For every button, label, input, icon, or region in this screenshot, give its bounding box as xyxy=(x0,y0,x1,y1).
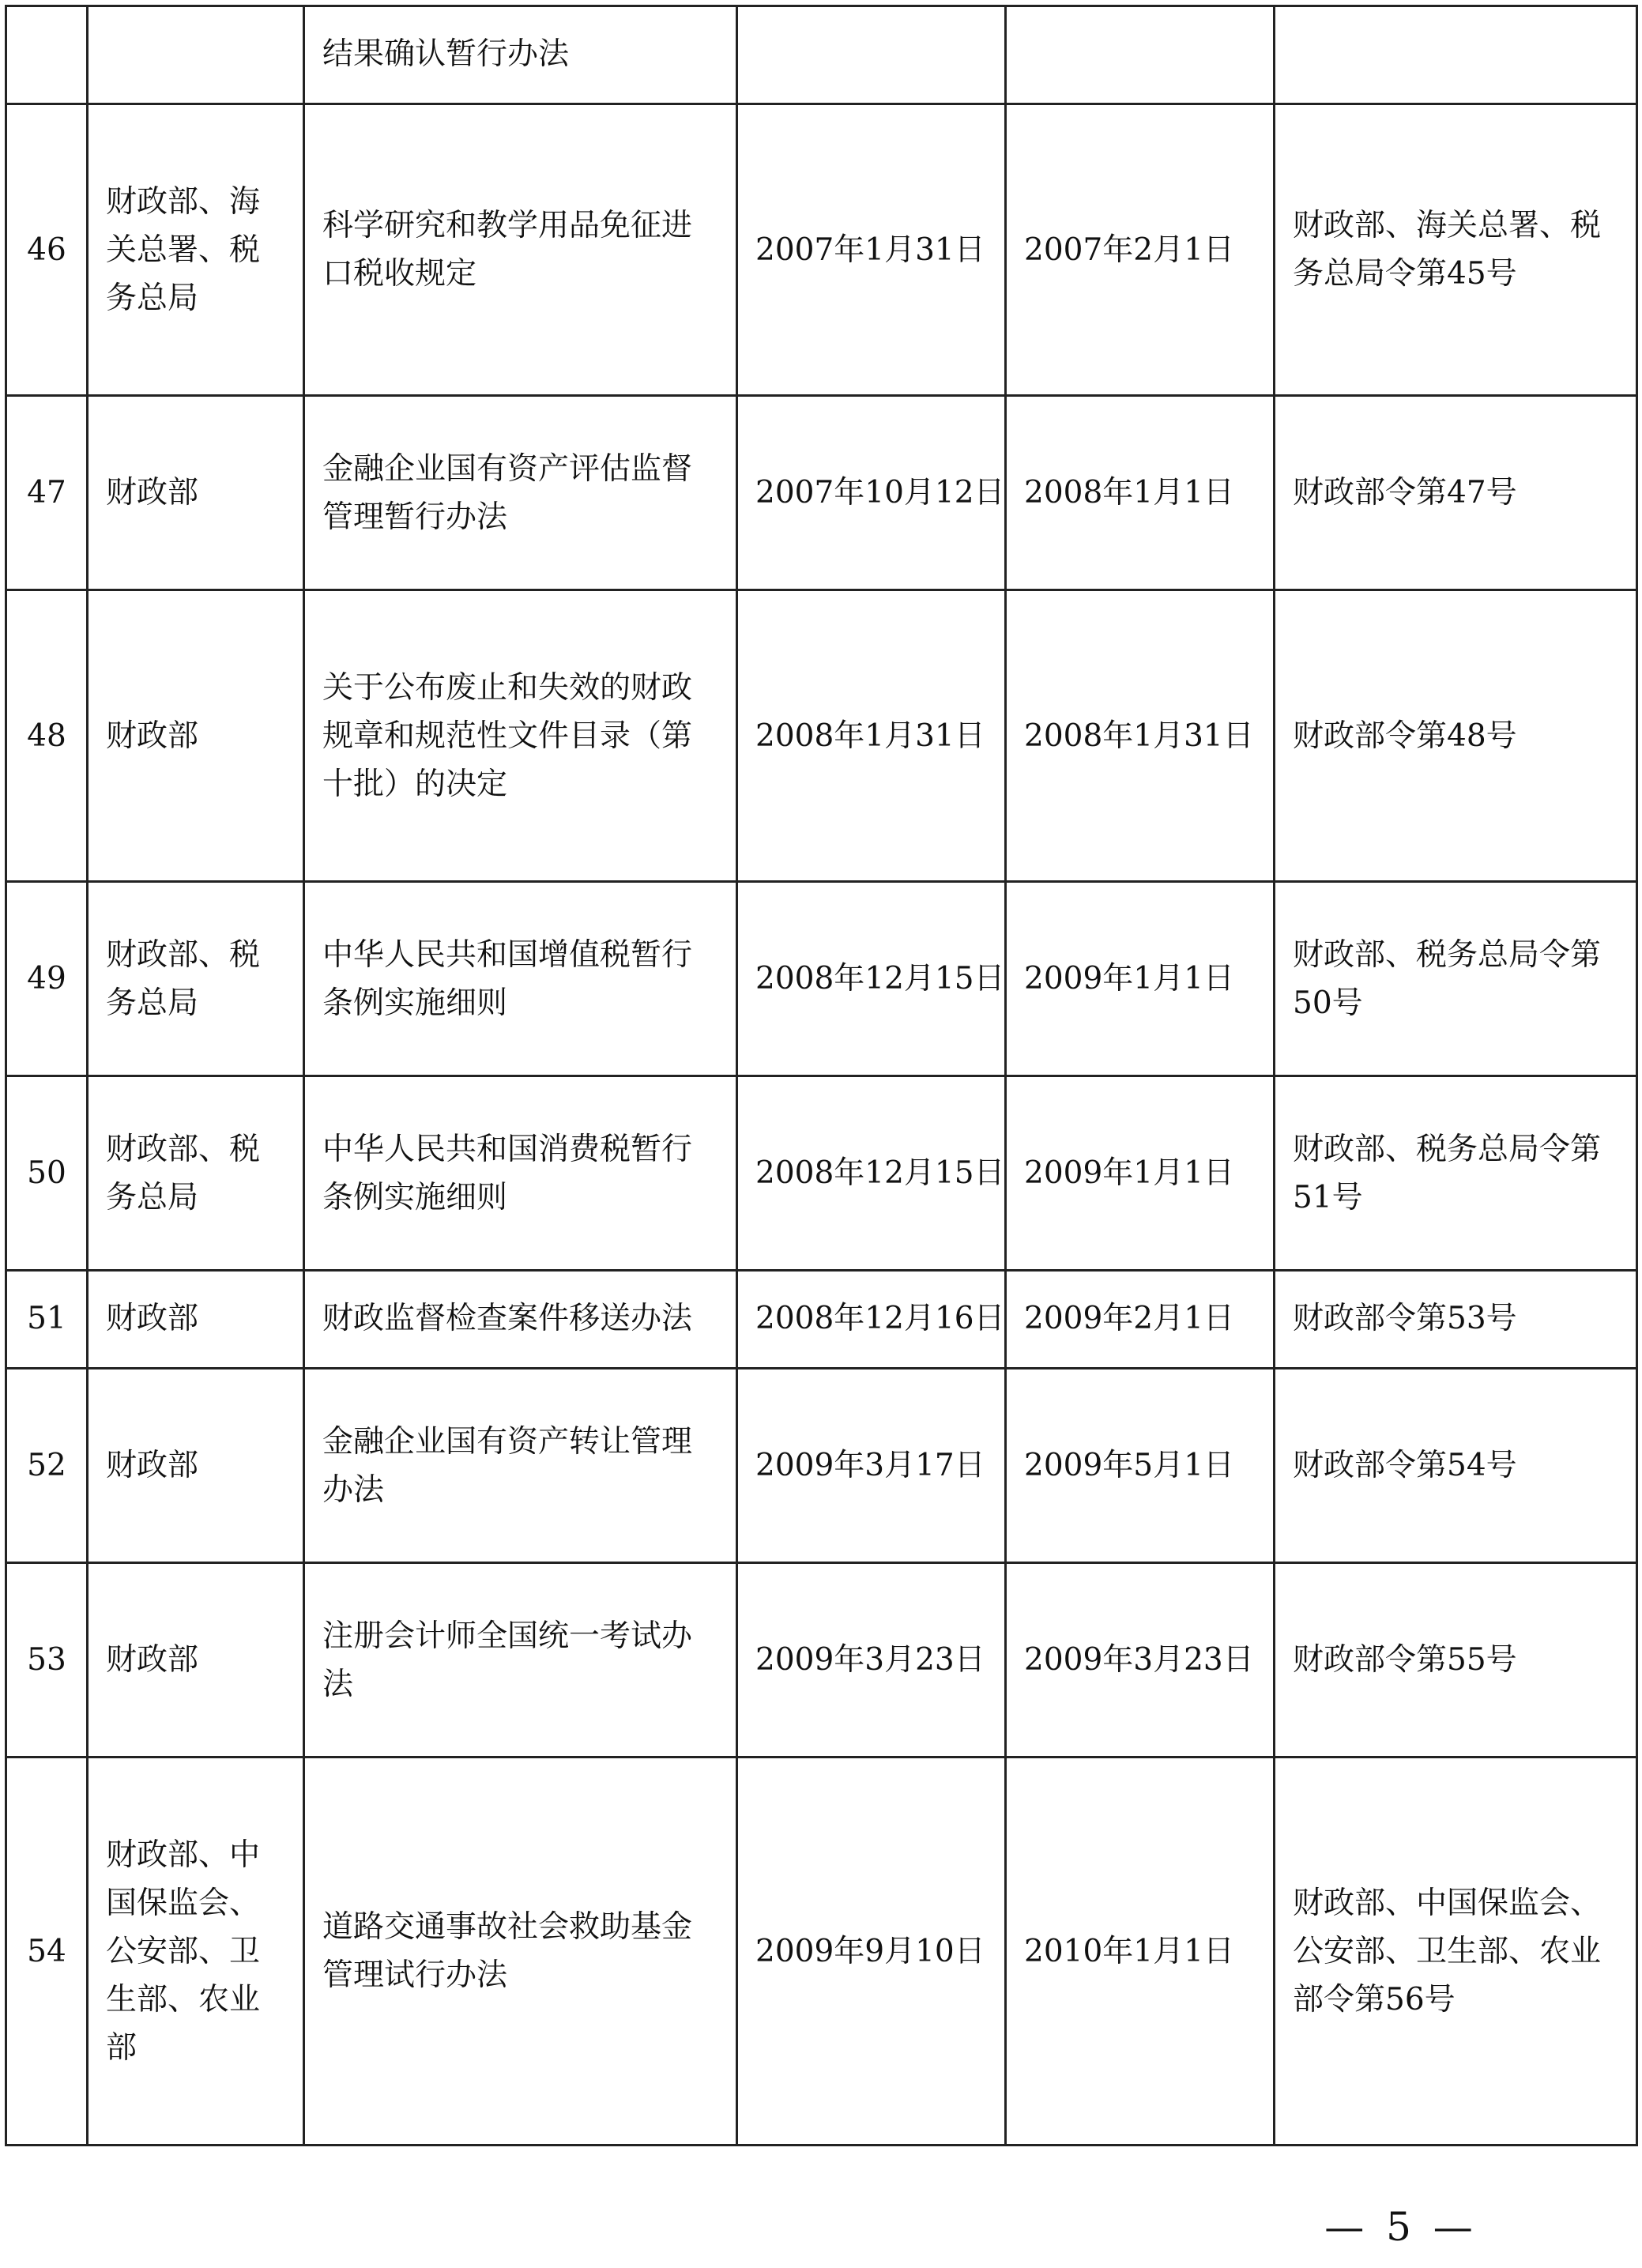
regulation-title: 财政监督检查案件移送办法 xyxy=(304,1271,737,1369)
table-row xyxy=(6,1076,1637,1271)
table-row xyxy=(6,1369,1637,1563)
row-number: 53 xyxy=(6,1563,88,1758)
issue-date: 2007年10月12日 xyxy=(737,396,1006,590)
issuing-agency: 财政部、海关总署、税务总局 xyxy=(88,104,304,396)
regulations-table xyxy=(5,5,1638,2146)
issue-date: 2008年12月15日 xyxy=(737,882,1006,1076)
effective-date: 2009年3月23日 xyxy=(1006,1563,1275,1758)
table-row xyxy=(6,396,1637,590)
row-number: 46 xyxy=(6,104,88,396)
table-row xyxy=(6,6,1637,104)
row-number: 54 xyxy=(6,1758,88,2146)
table-row xyxy=(6,882,1637,1076)
row-number: 49 xyxy=(6,882,88,1076)
regulation-title: 结果确认暂行办法 xyxy=(304,6,737,104)
regulation-title: 道路交通事故社会救助基金管理试行办法 xyxy=(304,1758,737,2146)
order-number: 财政部令第53号 xyxy=(1275,1271,1637,1369)
order-number: 财政部、税务总局令第51号 xyxy=(1275,1076,1637,1271)
row-number: 50 xyxy=(6,1076,88,1271)
issue-date: 2009年3月17日 xyxy=(737,1369,1006,1563)
issue-date: 2008年12月16日 xyxy=(737,1271,1006,1369)
order-number: 财政部、税务总局令第50号 xyxy=(1275,882,1637,1076)
issuing-agency: 财政部 xyxy=(88,590,304,882)
order-number: 财政部、海关总署、税务总局令第45号 xyxy=(1275,104,1637,396)
regulation-title: 金融企业国有资产转让管理办法 xyxy=(304,1369,737,1563)
issuing-agency: 财政部、中国保监会、公安部、卫生部、农业部 xyxy=(88,1758,304,2146)
issue-date: 2008年12月15日 xyxy=(737,1076,1006,1271)
issuing-agency: 财政部、税务总局 xyxy=(88,1076,304,1271)
page-number: — 5 — xyxy=(1324,2204,1478,2250)
row-number: 52 xyxy=(6,1369,88,1563)
row-number: 48 xyxy=(6,590,88,882)
issuing-agency: 财政部 xyxy=(88,1369,304,1563)
regulation-title: 金融企业国有资产评估监督管理暂行办法 xyxy=(304,396,737,590)
issuing-agency: 财政部 xyxy=(88,1563,304,1758)
table-row xyxy=(6,104,1637,396)
row-number: 47 xyxy=(6,396,88,590)
effective-date: 2010年1月1日 xyxy=(1006,1758,1275,2146)
issuing-agency xyxy=(88,6,304,104)
issue-date: 2007年1月31日 xyxy=(737,104,1006,396)
order-number: 财政部、中国保监会、公安部、卫生部、农业部令第56号 xyxy=(1275,1758,1637,2146)
regulation-title: 中华人民共和国消费税暂行条例实施细则 xyxy=(304,1076,737,1271)
order-number: 财政部令第55号 xyxy=(1275,1563,1637,1758)
effective-date: 2007年2月1日 xyxy=(1006,104,1275,396)
issue-date: 2008年1月31日 xyxy=(737,590,1006,882)
issue-date: 2009年3月23日 xyxy=(737,1563,1006,1758)
row-number xyxy=(6,6,88,104)
table-row xyxy=(6,1758,1637,2146)
table-row xyxy=(6,590,1637,882)
regulation-title: 关于公布废止和失效的财政规章和规范性文件目录（第十批）的决定 xyxy=(304,590,737,882)
order-number: 财政部令第48号 xyxy=(1275,590,1637,882)
table-row xyxy=(6,1563,1637,1758)
issuing-agency: 财政部、税务总局 xyxy=(88,882,304,1076)
effective-date: 2008年1月31日 xyxy=(1006,590,1275,882)
effective-date: 2009年1月1日 xyxy=(1006,1076,1275,1271)
row-number: 51 xyxy=(6,1271,88,1369)
issue-date xyxy=(737,6,1006,104)
order-number: 财政部令第54号 xyxy=(1275,1369,1637,1563)
regulation-title: 注册会计师全国统一考试办法 xyxy=(304,1563,737,1758)
issuing-agency: 财政部 xyxy=(88,396,304,590)
issue-date: 2009年9月10日 xyxy=(737,1758,1006,2146)
effective-date: 2009年2月1日 xyxy=(1006,1271,1275,1369)
table-row xyxy=(6,1271,1637,1369)
effective-date: 2008年1月1日 xyxy=(1006,396,1275,590)
order-number xyxy=(1275,6,1637,104)
order-number: 财政部令第47号 xyxy=(1275,396,1637,590)
regulation-title: 中华人民共和国增值税暂行条例实施细则 xyxy=(304,882,737,1076)
effective-date xyxy=(1006,6,1275,104)
effective-date: 2009年5月1日 xyxy=(1006,1369,1275,1563)
issuing-agency: 财政部 xyxy=(88,1271,304,1369)
regulation-title: 科学研究和教学用品免征进口税收规定 xyxy=(304,104,737,396)
effective-date: 2009年1月1日 xyxy=(1006,882,1275,1076)
